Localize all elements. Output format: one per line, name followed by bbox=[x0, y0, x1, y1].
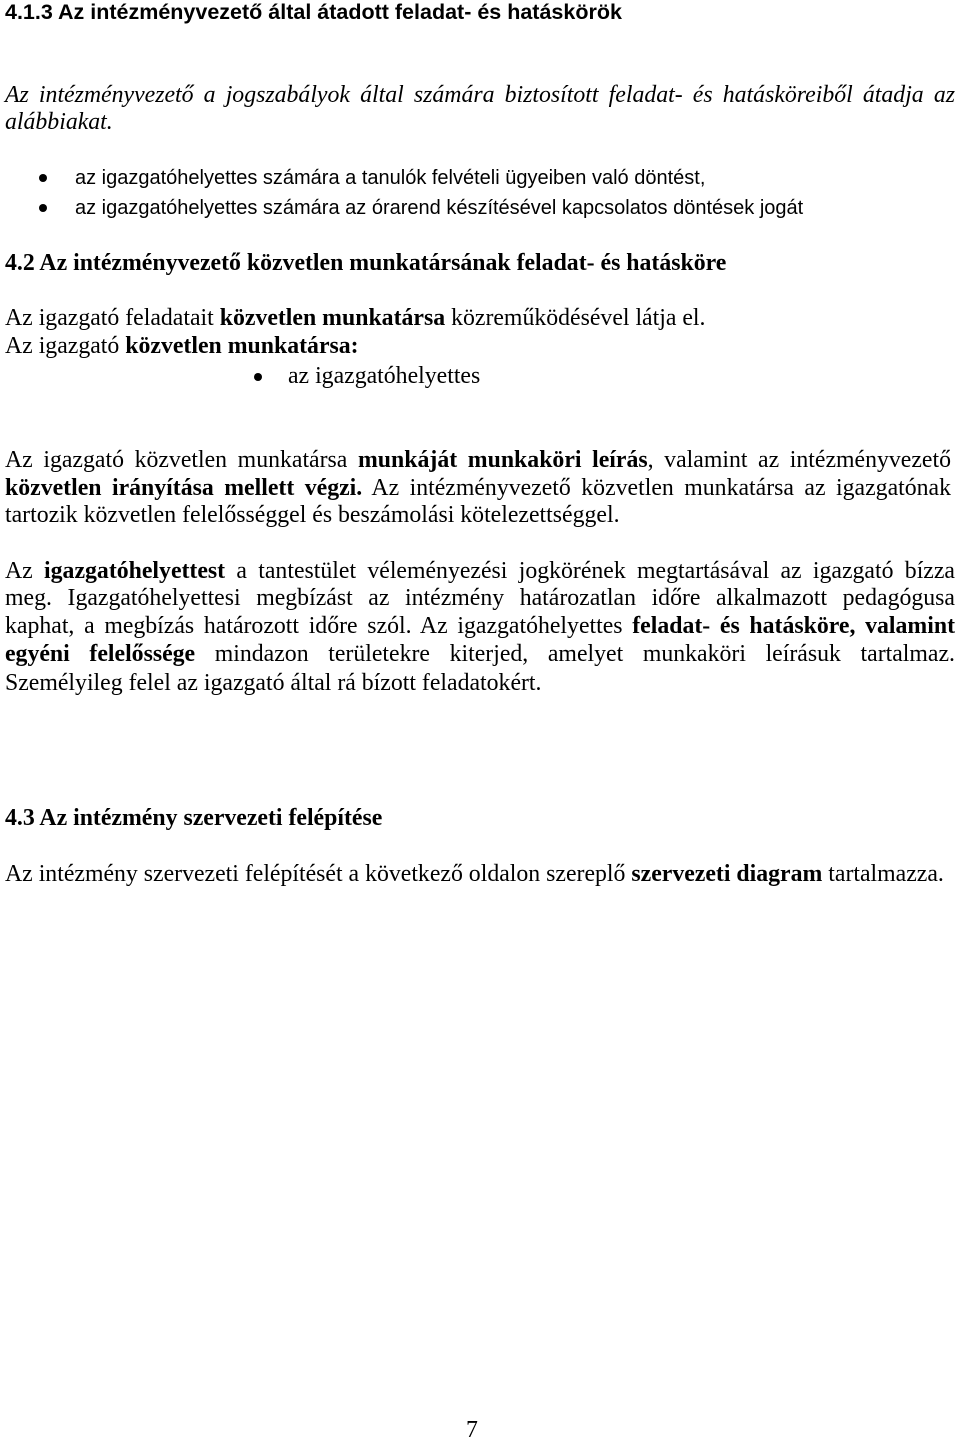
bullet-icon bbox=[254, 373, 262, 381]
paragraph-line bbox=[5, 304, 705, 332]
list-item: az igazgatóhelyettes számára az órarend készítésével kapcsolatos döntések jogát bbox=[75, 197, 804, 219]
text-segment: Az intézmény szervezeti felépítését a következő oldalon szereplő bbox=[5, 861, 632, 887]
text-segment: mindazon területekre kiterjed, amelyet munkaköri leírásuk tartalmaz. bbox=[195, 641, 955, 667]
paragraph-line: meg. Igazgatóhelyettesi megbízást az intézmény határozatlan időre alkalmazott pedagógusa bbox=[5, 585, 955, 611]
section-heading-4-1-3: 4.1.3 Az intézményvezető által átadott feladat- és hatáskörök bbox=[5, 0, 622, 24]
list-item: az igazgatóhelyettes bbox=[288, 363, 481, 389]
text-segment: Az igazgató közvetlen munkatársa bbox=[5, 447, 358, 473]
bullet-icon bbox=[39, 204, 47, 212]
bold-segment: igazgatóhelyettest bbox=[44, 558, 226, 584]
intro-line-2: alábbiakat. bbox=[5, 109, 113, 135]
section-heading-4-2: 4.2 Az intézményvezető közvetlen munkatársának feladat- és hatásköre bbox=[5, 250, 727, 276]
text-segment: a tantestület véleményezési jogkörének megtartásával az igazgató bízza bbox=[225, 558, 955, 584]
list-item: az igazgatóhelyettes számára a tanulók felvételi ügyeiben való döntést, bbox=[75, 167, 706, 189]
bold-segment: munkáját munkaköri leírás bbox=[357, 447, 648, 473]
page-number: 7 bbox=[466, 1417, 478, 1442]
bullet-icon bbox=[39, 174, 47, 182]
bold-segment: egyéni felelőssége bbox=[5, 641, 196, 667]
paragraph-line bbox=[5, 474, 951, 502]
section-heading-4-3: 4.3 Az intézmény szervezeti felépítése bbox=[5, 805, 383, 831]
paragraph-line bbox=[5, 612, 955, 640]
paragraph-line: tartozik közvetlen felelősséggel és beszámolási kötelezettséggel. bbox=[5, 502, 620, 528]
text-segment: , valamint az intézményvezető bbox=[647, 447, 952, 473]
bold-segment: közvetlen munkatársa bbox=[219, 305, 446, 331]
paragraph-line bbox=[5, 557, 955, 585]
text-segment: Az igazgató feladatait bbox=[5, 305, 220, 331]
text-segment: Az bbox=[5, 558, 45, 584]
paragraph-line bbox=[5, 446, 951, 474]
text-segment: Az igazgató bbox=[5, 333, 126, 359]
intro-line-1: Az intézményvezető a jogszabályok által számára biztosított feladat- és hatásköreiből átadja az bbox=[5, 82, 955, 108]
bold-segment: feladat- és hatásköre, valamint bbox=[632, 613, 956, 639]
text-segment: kaphat, a megbízás határozott időre szól. Az igazgatóhelyettes bbox=[5, 613, 633, 639]
text-segment: tartalmazza. bbox=[822, 861, 944, 887]
paragraph-line bbox=[5, 640, 955, 668]
paragraph-line: Személyileg felel az igazgató által rá bízott feladatokért. bbox=[5, 670, 542, 696]
paragraph-line bbox=[5, 332, 359, 360]
bold-segment: szervezeti diagram bbox=[631, 861, 823, 887]
paragraph-line bbox=[5, 860, 944, 888]
text-segment: Az intézményvezető közvetlen munkatársa az igazgatónak bbox=[362, 475, 951, 501]
bold-segment: közvetlen irányítása mellett végzi. bbox=[5, 475, 363, 501]
text-segment: közreműködésével látja el. bbox=[445, 305, 706, 331]
bold-segment: közvetlen munkatársa: bbox=[125, 333, 359, 359]
